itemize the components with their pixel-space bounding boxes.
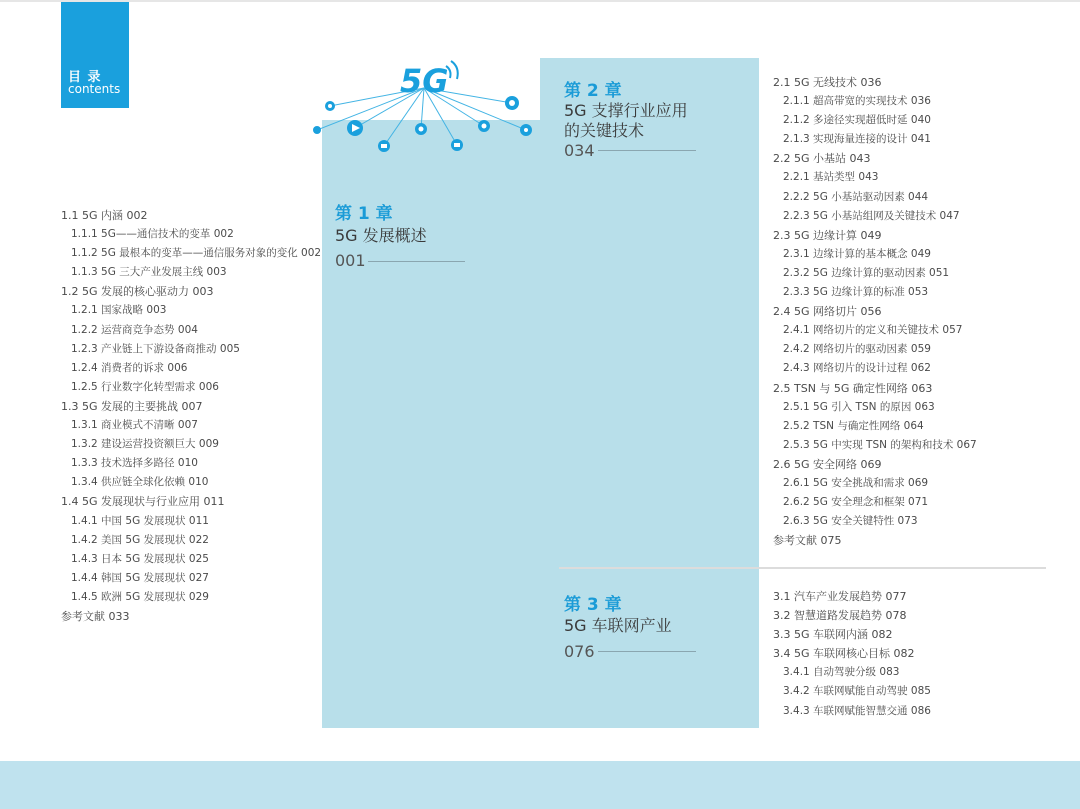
chapter2-title-line2: 的关键技术 [564,121,645,140]
toc-section-entry: 3.1 汽车产业发展趋势 077 [773,590,907,603]
toc-subsection-entry: 1.4.3 日本 5G 发展现状 025 [71,552,209,565]
toc-subsection-entry: 2.3.1 边缘计算的基本概念 049 [783,247,931,260]
toc-section-entry: 2.3 5G 边缘计算 049 [773,228,882,242]
toc-subsection-entry: 2.6.2 5G 安全理念和框架 071 [783,496,929,509]
chapter2-toc [773,73,1063,550]
5g-logo-text: 5G [400,62,449,100]
contents-subtitle: contents [68,82,121,96]
toc-subsection-entry: 1.4.1 中国 5G 发展现状 011 [71,514,209,527]
chapter2-page-rule [598,150,696,151]
toc-subsection-entry: 2.1.3 实现海量连接的设计 041 [783,133,931,146]
chapter3-title: 5G 车联网产业 [564,616,672,635]
5g-network-logo [300,52,550,160]
toc-subsection-entry: 1.3.3 技术选择多路径 010 [71,457,198,470]
chapter1-page-rule [368,261,465,262]
toc-subsection-entry: 1.3.1 商业模式不清晰 007 [71,419,198,432]
toc-subsection-entry: 1.3.2 建设运营投资额巨大 009 [71,438,219,451]
chapter2-label: 第 2 章 [564,81,622,101]
toc-subsection-entry: 1.2.3 产业链上下游设备商推动 005 [71,342,240,355]
toc-subsection-entry: 2.4.2 网络切片的驱动因素 059 [783,343,931,356]
toc-section-entry: 3.2 智慧道路发展趋势 078 [773,609,907,623]
toc-subsection-entry: 2.5.3 5G 中实现 TSN 的架构和技术 067 [783,438,977,451]
toc-section-entry: 2.2 5G 小基站 043 [773,152,871,166]
toc-subsection-entry: 2.2.2 5G 小基站驱动因素 044 [783,190,929,203]
contents-badge [61,2,129,108]
section-divider [559,567,1046,569]
toc-subsection-entry: 2.6.3 5G 安全关键特性 073 [783,515,918,528]
toc-subsection-entry: 2.5.1 5G 引入 TSN 的原因 063 [783,400,935,413]
chapter3-page-rule [598,651,696,652]
toc-subsection-entry: 2.4.1 网络切片的定义和关键技术 057 [783,324,963,337]
chapter3-toc [773,587,1063,721]
toc-subsection-entry: 1.4.5 欧洲 5G 发展现状 029 [71,590,209,603]
toc-section-entry: 1.2 5G 发展的核心驱动力 003 [61,285,214,299]
toc-subsection-entry: 2.6.1 5G 安全挑战和需求 069 [783,476,929,489]
top-rule [0,0,1080,2]
toc-section-entry: 1.3 5G 发展的主要挑战 007 [61,399,203,413]
footer-band [0,761,1080,809]
toc-subsection-entry: 1.2.4 消费者的诉求 006 [71,361,188,374]
toc-subsection-entry: 1.2.5 行业数字化转型需求 006 [71,380,219,393]
chapter2-page: 034 [564,141,595,160]
toc-subsection-entry: 2.1.1 超高带宽的实现技术 036 [783,95,931,108]
toc-subsection-entry: 2.3.3 5G 边缘计算的标准 053 [783,286,929,299]
toc-subsection-entry: 2.5.2 TSN 与确定性网络 064 [783,419,924,432]
toc-subsection-entry: 2.2.3 5G 小基站组网及关键技术 047 [783,209,960,222]
chapter1-toc [61,206,322,626]
toc-section-entry: 2.6 5G 安全网络 069 [773,457,882,471]
toc-subsection-entry: 2.4.3 网络切片的设计过程 062 [783,362,931,375]
toc-section-entry: 参考文献 033 [61,609,130,623]
toc-subsection-entry: 2.3.2 5G 边缘计算的驱动因素 051 [783,266,950,279]
toc-section-entry: 3.4 5G 车联网核心目标 082 [773,647,915,661]
toc-subsection-entry: 1.1.3 5G 三大产业发展主线 003 [71,266,227,279]
toc-section-entry: 参考文献 075 [773,534,842,548]
toc-subsection-entry: 2.2.1 基站类型 043 [783,171,879,184]
toc-subsection-entry: 1.4.2 美国 5G 发展现状 022 [71,533,209,546]
toc-section-entry: 1.1 5G 内涵 002 [61,209,148,222]
chapter1-page: 001 [335,251,366,270]
toc-subsection-entry: 1.3.4 供应链全球化依赖 010 [71,476,209,489]
toc-subsection-entry: 1.1.1 5G——通信技术的变革 002 [71,228,234,241]
toc-section-entry: 2.1 5G 无线技术 036 [773,76,882,89]
toc-section-entry: 1.4 5G 发展现状与行业应用 011 [61,495,225,509]
toc-subsection-entry: 1.2.2 运营商竞争态势 004 [71,323,198,336]
toc-section-entry: 2.4 5G 网络切片 056 [773,305,882,319]
toc-subsection-entry: 1.2.1 国家战略 003 [71,304,167,317]
chapter1-title: 5G 发展概述 [335,226,427,245]
toc-subsection-entry: 3.4.1 自动驾驶分级 083 [783,666,900,679]
chapter3-page: 076 [564,642,595,661]
toc-subsection-entry: 2.1.2 多途径实现超低时延 040 [783,114,931,127]
toc-subsection-entry: 3.4.2 车联网赋能自动驾驶 085 [783,685,931,698]
toc-section-entry: 3.3 5G 车联网内涵 082 [773,628,893,642]
chapter1-label: 第 1 章 [335,204,393,224]
toc-section-entry: 2.5 TSN 与 5G 确定性网络 063 [773,381,933,395]
toc-subsection-entry: 1.4.4 韩国 5G 发展现状 027 [71,571,209,584]
contents-title: 目 录 [68,70,102,85]
chapter2-title-line1: 5G 支撑行业应用 [564,101,688,120]
toc-subsection-entry: 1.1.2 5G 最根本的变革——通信服务对象的变化 002 [71,247,322,260]
chapter3-label: 第 3 章 [564,595,622,615]
toc-subsection-entry: 3.4.3 车联网赋能智慧交通 086 [783,704,931,717]
